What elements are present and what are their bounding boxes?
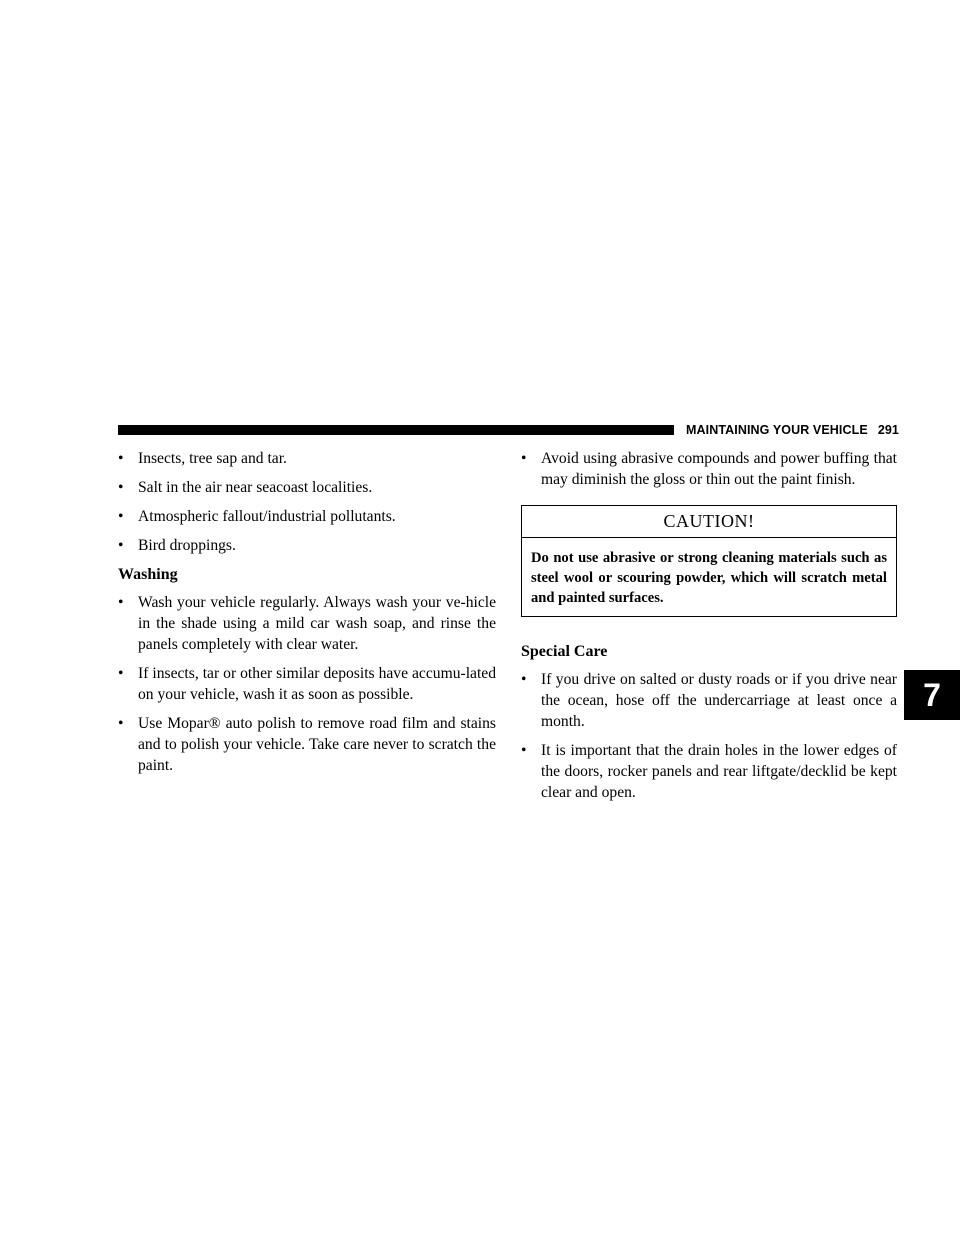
bullet-icon: • <box>118 715 124 732</box>
list-item-text: It is important that the drain holes in the lower edges of the doors, rocker panels and rear liftgate/decklid be kept clear and open. <box>541 742 897 801</box>
chapter-tab: 7 <box>904 670 960 720</box>
list-item <box>521 669 897 732</box>
running-header <box>686 423 899 437</box>
list-item <box>118 713 496 776</box>
list-item <box>118 477 496 498</box>
list-item <box>118 663 496 705</box>
list-item-text: Avoid using abrasive compounds and power buffing that may diminish the gloss or thin out the paint finish. <box>541 450 897 488</box>
right-column <box>521 448 897 811</box>
list-item-text: If insects, tar or other similar deposits have accumu-lated on your vehicle, wash it as soon as possible. <box>138 665 496 703</box>
list-item-text: Use Mopar® auto polish to remove road film and stains and to polish your vehicle. Take care never to scratch the paint. <box>138 715 496 774</box>
list-item-text: Atmospheric fallout/industrial pollutants. <box>138 508 396 525</box>
list-item <box>118 535 496 556</box>
bullet-icon: • <box>118 479 124 496</box>
bullet-icon: • <box>521 450 527 467</box>
special-care-heading: Special Care <box>521 643 608 660</box>
washing-heading: Washing <box>118 566 178 583</box>
list-item-text: Salt in the air near seacoast localities. <box>138 479 373 496</box>
left-column <box>118 448 496 784</box>
list-item-text: Wash your vehicle regularly. Always wash your ve-hicle in the shade using a mild car wash soap, and rinse the panels completely with clear water. <box>138 594 496 653</box>
caution-box <box>521 505 897 617</box>
page-number: 291 <box>877 423 899 437</box>
bullet-icon: • <box>521 742 527 759</box>
bullet-icon: • <box>118 594 124 611</box>
list-item <box>118 448 496 469</box>
bullet-icon: • <box>118 665 124 682</box>
bullet-icon: • <box>521 671 527 688</box>
bullet-icon: • <box>118 537 124 554</box>
bullet-icon: • <box>118 450 124 467</box>
list-item <box>521 448 897 490</box>
list-item-text: Bird droppings. <box>138 537 236 554</box>
caution-body: Do not use abrasive or strong cleaning materials such as steel wool or scouring powder, which will scratch metal and painted surfaces. <box>531 550 887 606</box>
bullet-icon: • <box>118 508 124 525</box>
list-item-text: Insects, tree sap and tar. <box>138 450 287 467</box>
header-rule <box>118 425 674 435</box>
section-title: MAINTAINING YOUR VEHICLE <box>686 423 868 437</box>
list-item <box>118 506 496 527</box>
list-item-text: If you drive on salted or dusty roads or if you drive near the ocean, hose off the undercarriage at least once a month. <box>541 671 897 730</box>
list-item <box>521 740 897 803</box>
caution-title: CAUTION! <box>522 506 896 538</box>
list-item <box>118 592 496 655</box>
